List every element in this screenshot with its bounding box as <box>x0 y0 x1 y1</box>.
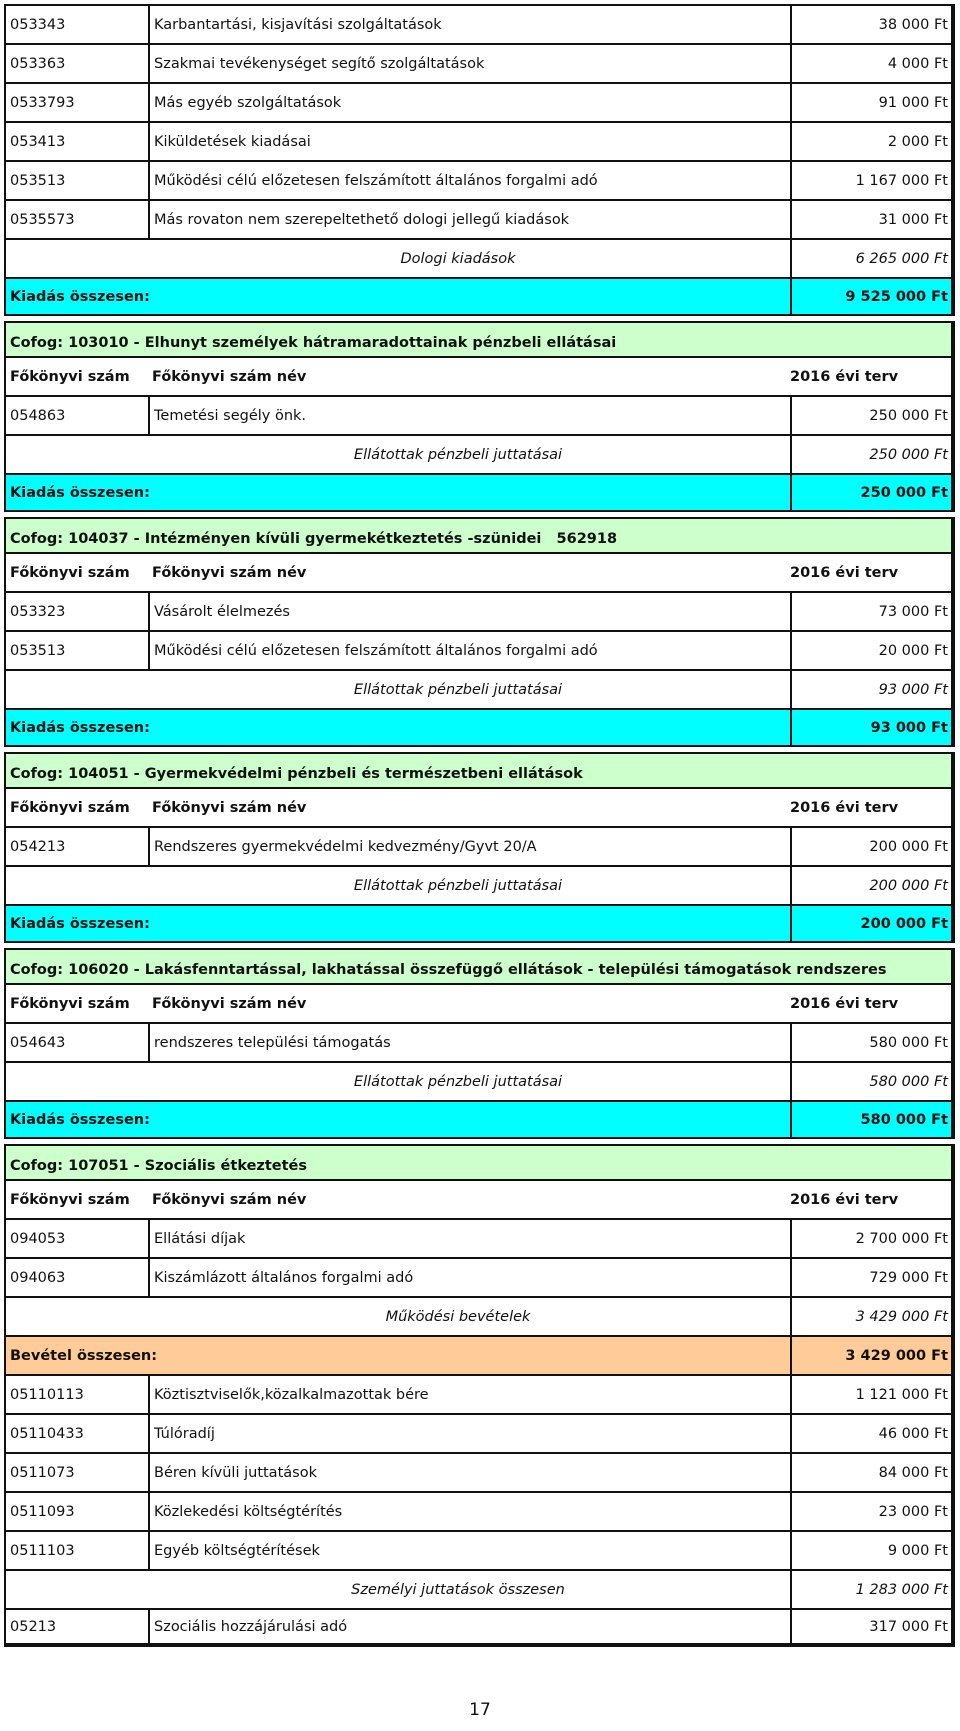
amount: 317 000 Ft <box>790 1608 955 1643</box>
page-number: 17 <box>469 1700 491 1720</box>
table-row <box>4 1218 955 1257</box>
subtotal-amount: 200 000 Ft <box>790 865 955 904</box>
amount: 1 121 000 Ft <box>790 1374 955 1413</box>
table-row <box>4 591 955 630</box>
subtotal-label: Személyi juttatások összesen <box>4 1569 790 1608</box>
expense-total-amount: 9 525 000 Ft <box>790 277 955 314</box>
income-total-label: Bevétel összesen: <box>4 1335 790 1374</box>
column-header-plan: 2016 évi terv <box>790 552 955 591</box>
column-header-row <box>4 787 955 826</box>
account-code: 053413 <box>4 121 148 160</box>
column-header-row <box>4 1179 955 1218</box>
account-code: 0511103 <box>4 1530 148 1569</box>
expense-total-label: Kiadás összesen: <box>4 904 790 941</box>
table-row <box>4 1413 955 1452</box>
account-code: 094063 <box>4 1257 148 1296</box>
table-row <box>4 121 955 160</box>
table-row <box>4 1452 955 1491</box>
subtotal-amount: 93 000 Ft <box>790 669 955 708</box>
subtotal-amount: 250 000 Ft <box>790 434 955 473</box>
account-name: Szociális hozzájárulási adó <box>148 1608 790 1643</box>
column-header-code: Főkönyvi szám <box>4 552 148 591</box>
account-name: Szakmai tevékenységet segítő szolgáltatások <box>148 43 790 82</box>
table-row <box>4 82 955 121</box>
account-code: 053363 <box>4 43 148 82</box>
account-code: 053513 <box>4 630 148 669</box>
cofog-title: Cofog: 107051 - Szociális étkeztetés <box>4 1146 955 1179</box>
expense-total-row <box>4 473 955 512</box>
column-header-name: Főkönyvi szám név <box>148 787 790 826</box>
account-name: Béren kívüli juttatások <box>148 1452 790 1491</box>
table-row <box>4 630 955 669</box>
expense-total-label: Kiadás összesen: <box>4 473 790 510</box>
subtotal-label: Ellátottak pénzbeli juttatásai <box>4 865 790 904</box>
table-row <box>4 4 955 43</box>
column-header-name: Főkönyvi szám név <box>148 983 790 1022</box>
income-total-amount: 3 429 000 Ft <box>790 1335 955 1374</box>
table-row <box>4 826 955 865</box>
subtotal-row <box>4 1569 955 1608</box>
account-code: 05110433 <box>4 1413 148 1452</box>
table-row <box>4 1257 955 1296</box>
account-code: 054643 <box>4 1022 148 1061</box>
amount: 20 000 Ft <box>790 630 955 669</box>
expense-total-amount: 580 000 Ft <box>790 1100 955 1137</box>
column-header-code: Főkönyvi szám <box>4 1179 148 1218</box>
subtotal-amount: 6 265 000 Ft <box>790 238 955 277</box>
column-header-code: Főkönyvi szám <box>4 787 148 826</box>
subtotal-amount: 1 283 000 Ft <box>790 1569 955 1608</box>
subtotal-label: Dologi kiadások <box>4 238 790 277</box>
subtotal-row <box>4 238 955 277</box>
account-code: 094053 <box>4 1218 148 1257</box>
amount: 23 000 Ft <box>790 1491 955 1530</box>
account-name: rendszeres települési támogatás <box>148 1022 790 1061</box>
table-row <box>4 1530 955 1569</box>
amount: 4 000 Ft <box>790 43 955 82</box>
expense-total-label: Kiadás összesen: <box>4 708 790 745</box>
column-header-plan: 2016 évi terv <box>790 787 955 826</box>
cofog-header <box>4 752 955 787</box>
account-name: Egyéb költségtérítések <box>148 1530 790 1569</box>
amount: 2 700 000 Ft <box>790 1218 955 1257</box>
account-name: Más rovaton nem szerepeltethető dologi jellegű kiadások <box>148 199 790 238</box>
account-name: Rendszeres gyermekvédelmi kedvezmény/Gyvt 20/A <box>148 826 790 865</box>
income-total-row <box>4 1335 955 1374</box>
account-code: 053343 <box>4 4 148 43</box>
account-name: Ellátási díjak <box>148 1218 790 1257</box>
subtotal-label: Ellátottak pénzbeli juttatásai <box>4 669 790 708</box>
table-row <box>4 160 955 199</box>
account-code: 05110113 <box>4 1374 148 1413</box>
account-code: 0511093 <box>4 1491 148 1530</box>
column-header-name: Főkönyvi szám név <box>148 552 790 591</box>
expense-total-row <box>4 904 955 943</box>
subtotal-label: Ellátottak pénzbeli juttatásai <box>4 1061 790 1100</box>
column-header-code: Főkönyvi szám <box>4 983 148 1022</box>
column-header-plan: 2016 évi terv <box>790 983 955 1022</box>
table-row <box>4 395 955 434</box>
subtotal-row <box>4 865 955 904</box>
subtotal-label: Működési bevételek <box>4 1296 790 1335</box>
subtotal-amount: 580 000 Ft <box>790 1061 955 1100</box>
account-name: Kiküldetések kiadásai <box>148 121 790 160</box>
account-name: Karbantartási, kisjavítási szolgáltatások <box>148 4 790 43</box>
subtotal-amount: 3 429 000 Ft <box>790 1296 955 1335</box>
account-name: Működési célú előzetesen felszámított általános forgalmi adó <box>148 160 790 199</box>
subtotal-row <box>4 434 955 473</box>
account-name: Vásárolt élelmezés <box>148 591 790 630</box>
amount: 200 000 Ft <box>790 826 955 865</box>
account-code: 053323 <box>4 591 148 630</box>
cofog-header <box>4 1144 955 1179</box>
amount: 2 000 Ft <box>790 121 955 160</box>
subtotal-row <box>4 1061 955 1100</box>
amount: 73 000 Ft <box>790 591 955 630</box>
column-header-name: Főkönyvi szám név <box>148 356 790 395</box>
table-row <box>4 1608 955 1647</box>
account-name: Túlóradíj <box>148 1413 790 1452</box>
account-code: 0511073 <box>4 1452 148 1491</box>
subtotal-row <box>4 1296 955 1335</box>
expense-total-row <box>4 708 955 747</box>
cofog-header <box>4 948 955 983</box>
expense-total-amount: 93 000 Ft <box>790 708 955 745</box>
table-row <box>4 1374 955 1413</box>
account-code: 0533793 <box>4 82 148 121</box>
cofog-title: Cofog: 106020 - Lakásfenntartással, lakhatással összefüggő ellátások - települési támogatások rendszeres <box>4 950 955 983</box>
amount: 31 000 Ft <box>790 199 955 238</box>
amount: 729 000 Ft <box>790 1257 955 1296</box>
expense-total-label: Kiadás összesen: <box>4 277 790 314</box>
account-name: Más egyéb szolgáltatások <box>148 82 790 121</box>
account-code: 05213 <box>4 1608 148 1643</box>
column-header-row <box>4 356 955 395</box>
subtotal-row <box>4 669 955 708</box>
cofog-title: Cofog: 104051 - Gyermekvédelmi pénzbeli és természetbeni ellátások <box>4 754 955 787</box>
column-header-row <box>4 983 955 1022</box>
account-code: 054863 <box>4 395 148 434</box>
amount: 9 000 Ft <box>790 1530 955 1569</box>
column-header-row <box>4 552 955 591</box>
amount: 91 000 Ft <box>790 82 955 121</box>
expense-total-row <box>4 1100 955 1139</box>
cofog-header <box>4 517 955 552</box>
account-code: 0535573 <box>4 199 148 238</box>
table-row <box>4 199 955 238</box>
budget-table <box>4 4 955 1647</box>
expense-total-amount: 250 000 Ft <box>790 473 955 510</box>
table-row <box>4 1022 955 1061</box>
amount: 580 000 Ft <box>790 1022 955 1061</box>
account-code: 053513 <box>4 160 148 199</box>
amount: 84 000 Ft <box>790 1452 955 1491</box>
table-row <box>4 43 955 82</box>
expense-total-row <box>4 277 955 316</box>
account-name: Kiszámlázott általános forgalmi adó <box>148 1257 790 1296</box>
amount: 250 000 Ft <box>790 395 955 434</box>
column-header-code: Főkönyvi szám <box>4 356 148 395</box>
amount: 38 000 Ft <box>790 4 955 43</box>
cofog-title: Cofog: 104037 - Intézményen kívüli gyermekétkeztetés -szünidei 562918 <box>4 519 955 552</box>
account-name: Temetési segély önk. <box>148 395 790 434</box>
account-name: Működési célú előzetesen felszámított általános forgalmi adó <box>148 630 790 669</box>
expense-total-amount: 200 000 Ft <box>790 904 955 941</box>
amount: 46 000 Ft <box>790 1413 955 1452</box>
subtotal-label: Ellátottak pénzbeli juttatásai <box>4 434 790 473</box>
table-row <box>4 1491 955 1530</box>
cofog-title: Cofog: 103010 - Elhunyt személyek hátramaradottainak pénzbeli ellátásai <box>4 323 955 356</box>
account-code: 054213 <box>4 826 148 865</box>
cofog-header <box>4 321 955 356</box>
amount: 1 167 000 Ft <box>790 160 955 199</box>
column-header-plan: 2016 évi terv <box>790 1179 955 1218</box>
expense-total-label: Kiadás összesen: <box>4 1100 790 1137</box>
account-name: Köztisztviselők,közalkalmazottak bére <box>148 1374 790 1413</box>
column-header-name: Főkönyvi szám név <box>148 1179 790 1218</box>
account-name: Közlekedési költségtérítés <box>148 1491 790 1530</box>
column-header-plan: 2016 évi terv <box>790 356 955 395</box>
